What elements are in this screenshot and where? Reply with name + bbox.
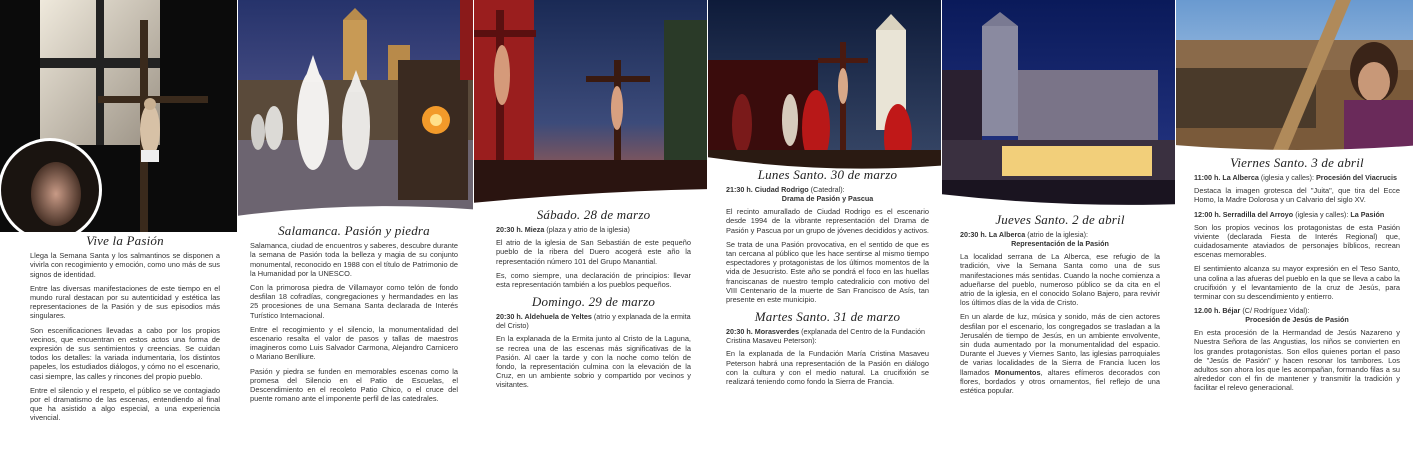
- event-place: (plaza y atrio de la iglesia): [544, 225, 630, 235]
- event-time: 20:30 h. Aldehuela de Yeltes: [496, 312, 592, 322]
- event-place: (iglesia y calles):: [1258, 173, 1316, 183]
- day-heading: Sábado. 28 de marzo: [536, 207, 651, 222]
- day-heading: Viernes Santo. 3 de abril: [1230, 155, 1364, 170]
- crucifixion-photo: [474, 0, 707, 205]
- event-heading: [1194, 210, 1400, 219]
- event-heading: [960, 230, 1160, 248]
- panel-title: Vive la Pasión: [86, 233, 164, 248]
- day-heading: Jueves Santo. 2 de abril: [995, 212, 1125, 227]
- event-place: (explanada del Centro de la Fundación Cristina Masaveu Peterson):: [726, 327, 925, 346]
- event-heading: [726, 185, 929, 203]
- crucifix-photo: [0, 0, 237, 232]
- photo-crucifixion-dusk: [474, 0, 707, 205]
- panel-title: Salamanca. Pasión y piedra: [278, 223, 430, 238]
- event-time: 20:30 h. Mieza: [496, 225, 545, 235]
- event-title: Procesión de Jesús de Pasión: [1245, 315, 1349, 325]
- paragraph: Pasión y piedra se funden en memorables escenas como la promesa del Silencio en el Patio de Escuelas, el Descendimiento en el recoleto Patio Chico, o el cruce del puente romano ante el imponente perfil de las catedrales.: [250, 366, 458, 404]
- passion-play-photo: [708, 0, 941, 175]
- event-place: (atrio y explanada de la ermita del Cristo): [496, 312, 691, 331]
- paragraph: Son escenificaciones llevadas a cabo por los propios vecinos, que encuentran en estos actos una forma de expresión de sus sentimientos y creencias. Se cuidan todos los detalles: la variada indumentaria, los distintos papeles, los estudiados diálogos, y cómo no el escenario, casi siempre, las calles y rincones del propio pueblo.: [30, 325, 220, 381]
- panel-jueves: [942, 0, 1175, 460]
- paragraph: En la explanada de la Ermita junto al Cristo de la Laguna, se recrea una de las escenas más significativas de la Pasión. Al caer la tarde y con la noche como telón de fondo, la representación culmina con la elevación de la Cruz, en un ambiente sobrio y compartido por vecinos y visitantes.: [496, 334, 691, 390]
- paragraph: Salamanca, ciudad de encuentros y saberes, descubre durante la semana de Pasión toda la belleza y magia de su conjunto monumental, reconocido en 1988 con el título de Patrimonio de la Humanidad por la UNESCO.: [250, 241, 458, 278]
- paragraph: Son los propios vecinos los protagonistas de esta Pasión viviente (declarada Fiesta de Interés Regional) que, cuidadosamente ataviados de personajes bíblicos, recrean escenas memorables.: [1194, 222, 1400, 260]
- event-time: 21:30 h. Ciudad Rodrigo: [726, 185, 809, 195]
- paragraph: Destaca la imagen grotesca del "Juita", que tira del Ecce Homo, la Madre Dolorosa y un Calvario del siglo XV.: [1194, 186, 1400, 205]
- wave-divider: [238, 198, 473, 222]
- event-time: 12.00 h. Béjar: [1194, 306, 1241, 316]
- photo-cross-bearer: [1176, 0, 1413, 155]
- event-title: Procesión del Viacrucis: [1315, 173, 1397, 183]
- event-time: 12:00 h. Serradilla del Arroyo: [1194, 209, 1294, 219]
- photo-la-alberca-night: [942, 0, 1175, 210]
- panel-viernes: [1176, 0, 1413, 460]
- paragraph: En un alarde de luz, música y sonido, más de cien actores desfilan por el escenario, los congregados se trasladan a la Jerusalén de tiempo de Jesús, en un ambiente envolvente, sin duda aumentado por la monumentalidad del espacio. Durante el Jueves y Viernes Santo, las iglesias parroquiales de varias localidades de la Sierra de Francia lucen los llamados Monumentos, altares efímeros decorados con flores, bordados y otros ornamentos, fiel reflejo de una estética popular.: [960, 312, 1160, 396]
- event-place: (iglesia y calles):: [1293, 209, 1351, 219]
- highlight-monumentos: Monumentos: [994, 367, 1041, 377]
- event-heading: [726, 327, 929, 345]
- event-heading: [496, 225, 691, 234]
- event-heading: [1194, 173, 1400, 182]
- paragraph: Es, como siempre, una declaración de principios: llevar esta representación también a los pueblos pequeños.: [496, 270, 691, 290]
- panel-vive-la-pasion: [0, 0, 237, 460]
- procession-photo: [238, 0, 473, 222]
- paragraph: El recinto amurallado de Ciudad Rodrigo es el escenario desde 1994 de la vibrante representación del Drama de Pasión y Pascua por un grupo de jóvenes decididos y activos.: [726, 207, 929, 235]
- paragraph: Con la primorosa piedra de Villamayor como telón de fondo desfilan 18 cofradías, congregaciones y hermandades en las 25 procesiones de una Semana Santa declarada de Interés Turístico Internacional.: [250, 283, 458, 320]
- event-heading: [496, 312, 691, 330]
- event-title: Representación de la Pasión: [1011, 239, 1109, 249]
- paragraph: Entre el recogimiento y el silencio, la monumentalidad del escenario resalta el valor de pasos y tallas de maestros imagineros como Luis Salvador Carmona, Alejandro Carnicero o Mariano Benlliure.: [250, 324, 458, 362]
- panel-salamanca: [238, 0, 473, 460]
- event-time: 20:30 h. La Alberca: [960, 230, 1026, 240]
- photo-ciudad-rodrigo: [708, 0, 941, 175]
- panel-sabado-domingo: [474, 0, 707, 460]
- wave-divider: [942, 190, 1175, 210]
- day-heading: Lunes Santo. 30 de marzo: [757, 167, 898, 182]
- event-title: Drama de Pasión y Pascua: [781, 194, 874, 204]
- church-atrium-photo: [942, 0, 1175, 210]
- photo-salamanca-procession: [238, 0, 473, 222]
- paragraph: Llega la Semana Santa y los salmantinos se disponen a vivirla con recogimiento y emoción, como uno más de sus signos de identidad.: [30, 251, 220, 279]
- panel-lunes-martes: [708, 0, 941, 460]
- paragraph: Se trata de una Pasión provocativa, en el sentido de que es tan cercana al público que les hace sentirse al mismo tiempo espectadores y protagonistas de los últimos momentos de la vida de Jesucristo. Este año se pondrá el foco en las huellas franciscanas de nuestro templo catedralicio con motivo del VIII Centenario de la muerte de San Francisco de Asís, tan presente en este municipio.: [726, 239, 929, 305]
- wave-divider: [1176, 139, 1413, 155]
- event-time: 20:30 h. Morasverdes: [726, 327, 800, 337]
- paragraph: En la explanada de la Fundación María Cristina Masaveu Peterson habrá una representación de la Pasión en diálogo con la cultura y con el medio natural. La crucifixión se realizará teniendo como fondo la Sierra de Francia.: [726, 349, 929, 387]
- photo-crucifix-window: [0, 0, 237, 232]
- day-heading: Domingo. 29 de marzo: [531, 294, 656, 310]
- paragraph: Entre las diversas manifestaciones de este tiempo en el mundo rural destacan por su autenticidad y estética las representaciones de la Pasión y de sus episodios más singulares.: [30, 283, 220, 321]
- event-place: (atrio de la iglesia):: [1025, 230, 1088, 240]
- day-heading: Martes Santo. 31 de marzo: [754, 309, 901, 325]
- event-time: 11:00 h. La Alberca: [1194, 173, 1259, 183]
- event-place: (C/ Rodríguez Vidal):: [1240, 306, 1310, 316]
- event-heading: [1194, 306, 1400, 324]
- cross-bearer-photo: [1176, 0, 1413, 155]
- paragraph: En esta procesión de la Hermandad de Jesús Nazareno y Nuestra Señora de las Angustias, los niños se convierten en los grandes protagonistas. Son ellos quienes portan el paso de "Jesús de Pasión" y hacen resonar los tambores. Los adultos son ahora los que les acompañan, formando filas a su alrededor con el fin de mantener y transmitir la tradición y facilitar el relevo generacional.: [1194, 328, 1400, 393]
- paragraph: El atrio de la iglesia de San Sebastián de este pequeño pueblo de la ribera del Duero acogerá este año la representación número 101 del Grupo Manantial.: [496, 238, 691, 266]
- paragraph: Entre el silencio y el respeto, el público se ve contagiado por el dramatismo de las escenas, entendiendo al final que ha asistido a algo especial, a una experiencia vivencial.: [30, 385, 220, 423]
- event-title: La Pasión: [1350, 209, 1385, 219]
- event-place: (Catedral):: [808, 185, 845, 195]
- paragraph: El sentimiento alcanza su mayor expresión en el Teso Santo, una colina a las afueras del pueblo en la que se lleva a cabo la crucifixión y el levantamiento de la cruz de Jesús, para terminar con su descendimiento y entierro.: [1194, 264, 1400, 302]
- paragraph: La localidad serrana de La Alberca, ese refugio de la tradición, vive la Semana Santa como una de sus manifestaciones más sentidas. Cuando la noche comienza a adueñarse del pueblo, numeroso público se da cita en el atrio de la iglesia, en el conocido Solano Bajero, para revivir los últimos días de la vida de Cristo.: [960, 252, 1160, 308]
- wave-divider: [474, 187, 707, 205]
